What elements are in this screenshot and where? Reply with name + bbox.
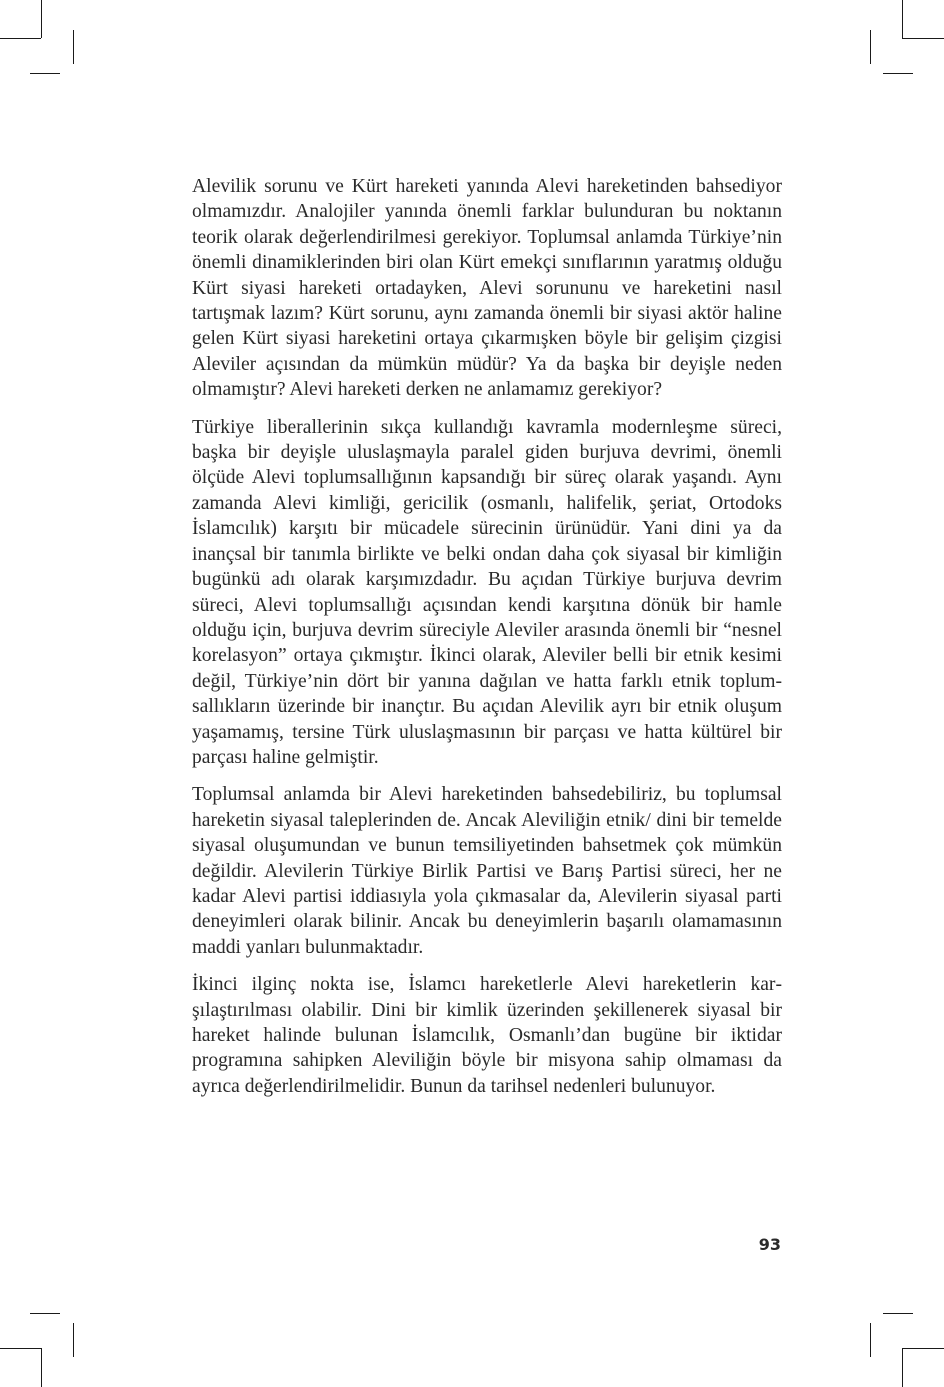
crop-mark [73, 30, 74, 64]
paragraph: İkinci ilginç nokta ise, İslamcı hareketlerle Alevi hareketlerin karşılaştırılması olabilir. Dini bir kimlik üzerinden şekillenerek siyasal bir hareket halinde bulunan İslamcılık, Osmanlı’dan bugüne bir iktidar programına sahipken Aleviliğin böyle bir misyona sahip olmaması da ayrıca değerlendirilmelidir. Bunun da tarihsel nedenleri bulunuyor. [192, 974, 782, 1097]
crop-mark [902, 0, 903, 38]
paragraph: Türkiye liberallerinin sıkça kullandığı kavramla modernleşme süreci, başka bir deyişle uluslaşmayla paralel giden burjuva devrimi, önemli ölçüde Alevi toplumsallığının kapsandığı bir süreç olarak yaşandı. Aynı zamanda Alevi kimliği, gericilik (osmanlı, halifelik, şeriat, Ortodoks İslamcılık) karşıtı bir mücadele sürecinin ürünüdür. Yani dini ya da inançsal bir tanımla birlikte ve belki ondan daha çok siyasal bir kimliğin bugünkü adı olarak karşımızdadır. Bu açıdan Türkiye burjuva devrim süreci, Alevi toplumsallığı açısından kendi karşıtına dönük bir hamle olduğu için, burjuva devrim süreciyle Aleviler arasında önemli bir “nesnel korelasyon” ortaya çıkmıştır. İkinci olarak, Aleviler belli bir etnik kesimi değil, Türkiye’nin dört bir yanına dağılan ve hatta farklı etnik toplumsallıkların üzerinde bir inançtır. Bu açıdan Alevilik ayrı bir etnik oluşum yaşamamış, tersine Türk uluslaşmasının bir parçası ve hatta kültürel bir parçası haline gelmiştir. [192, 416, 782, 768]
crop-mark [30, 73, 60, 74]
paragraph: Alevilik sorunu ve Kürt hareketi yanında Alevi hareketinden bahsediyor olmamızdır. Analojiler yanında önemli farklar bulunduran bu noktanın teorik olarak değerlendirilmesi gerekiyor. Toplumsal anlamda Türkiye’nin önemli dinamiklerinden biri olan Kürt emekçi sınıflarının yaratmış olduğu Kürt siyasi hareketi ortadayken, Alevi sorununu ve hareketini nasıl tartışmak lazım? Kürt sorunu, aynı zamanda önemli bir siyasi aktör haline gelen Kürt siyasi hareketini ortaya çıkarmışken böyle bir gelişim çizgisi Aleviler açısından da mümkün müdür? Ya da başka bir deyişle neden olmamıştır? Alevi hareketi derken ne anlamamız gerekiyor? [192, 176, 782, 401]
crop-mark [41, 1348, 42, 1387]
crop-mark [883, 1313, 913, 1314]
crop-mark [0, 1348, 41, 1349]
crop-mark [902, 1348, 903, 1387]
crop-mark [870, 30, 871, 64]
crop-mark [73, 1323, 74, 1357]
body-text [192, 174, 782, 1111]
crop-mark [883, 73, 913, 74]
crop-mark [902, 1348, 944, 1349]
crop-mark [41, 0, 42, 38]
crop-mark [30, 1313, 60, 1314]
crop-mark [870, 1323, 871, 1357]
crop-mark [902, 38, 944, 39]
page-number: 93 [758, 1235, 781, 1254]
paragraph: Toplumsal anlamda bir Alevi hareketinden bahsedebiliriz, bu toplumsal hareketin siyasal taleplerinden de. Ancak Aleviliğin etnik/ dini bir temelde siyasal oluşumundan ve bunun temsiliyetinden bahsetmek çok mümkün değildir. Alevilerin Türkiye Birlik Partisi ve Barış Partisi süreci, her ne kadar Alevi partisi iddiasıyla yola çıkmasalar da, Alevilerin siyasal parti deneyimleri olarak bilinir. Ancak bu deneyimlerin başarılı olamamasının maddi yanları bulunmaktadır. [192, 784, 782, 958]
crop-mark [0, 38, 41, 39]
